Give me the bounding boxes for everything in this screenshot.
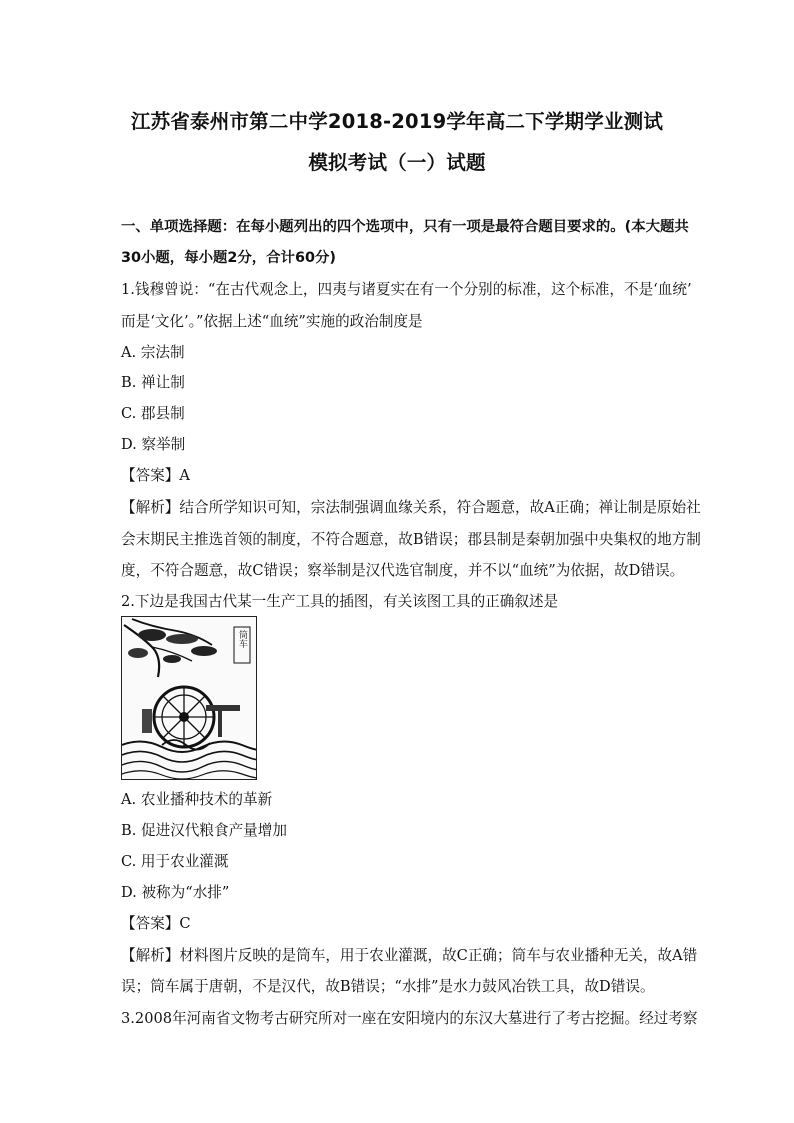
- q1-answer: 【答案】A: [121, 467, 190, 484]
- waterwheel-drawing: [122, 617, 257, 780]
- q1-analysis-line-3: 度，不符合题意，故C错误；察举制是汉代选官制度，并不以“血统”为依据，故D错误。: [121, 562, 685, 579]
- q2-option-b: B. 促进汉代粮食产量增加: [121, 822, 287, 839]
- title-line-1: 江苏省泰州市第二中学2018-2019学年高二下学期学业测试: [130, 110, 664, 133]
- q2-option-d: D. 被称为“水排”: [121, 884, 230, 901]
- title-line-2: 模拟考试（一）试题: [308, 151, 486, 174]
- section-heading-line-2: 30小题，每小题2分，合计60分): [121, 250, 336, 266]
- waterwheel-illustration: [121, 616, 257, 780]
- q1-stem-line-1: 1.钱穆曾说：“在古代观念上，四夷与诸夏实在有一个分别的标准，这个标准，不是‘血统’: [121, 281, 692, 298]
- q1-option-a: A. 宗法制: [121, 344, 185, 361]
- figure-label: 筒车: [237, 630, 247, 648]
- q1-option-c: C. 郡县制: [121, 405, 185, 422]
- q2-option-c: C. 用于农业灌溉: [121, 853, 229, 870]
- q1-option-b: B. 禅让制: [121, 374, 185, 391]
- q2-answer: 【答案】C: [121, 915, 191, 932]
- q2-stem: 2.下边是我国古代某一生产工具的插图，有关该图工具的正确叙述是: [121, 593, 559, 610]
- section-heading-line-1: 一、单项选择题：在每小题列出的四个选项中，只有一项是最符合题目要求的。(本大题共: [121, 219, 689, 235]
- q1-analysis-line-1: 【解析】结合所学知识可知，宗法制强调血缘关系，符合题意，故A正确；禅让制是原始社: [121, 499, 701, 516]
- q2-analysis-line-2: 误；筒车属于唐朝，不是汉代，故B错误；“水排”是水力鼓风冶铁工具，故D错误。: [121, 978, 655, 995]
- q2-analysis-line-1: 【解析】材料图片反映的是筒车，用于农业灌溉，故C正确；筒车与农业播种无关，故A错: [121, 947, 698, 964]
- q1-analysis-line-2: 会末期民主推选首领的制度，不符合题意，故B错误；郡县制是秦朝加强中央集权的地方制: [121, 531, 701, 548]
- q1-stem-line-2: 而是‘文化’。”依据上述“血统”实施的政治制度是: [121, 313, 423, 330]
- q2-option-a: A. 农业播种技术的革新: [121, 791, 273, 808]
- q1-option-d: D. 察举制: [121, 436, 186, 453]
- q3-stem-line-1: 3.2008年河南省文物考古研究所对一座在安阳境内的东汉大墓进行了考古挖掘。经过考察: [121, 1010, 698, 1027]
